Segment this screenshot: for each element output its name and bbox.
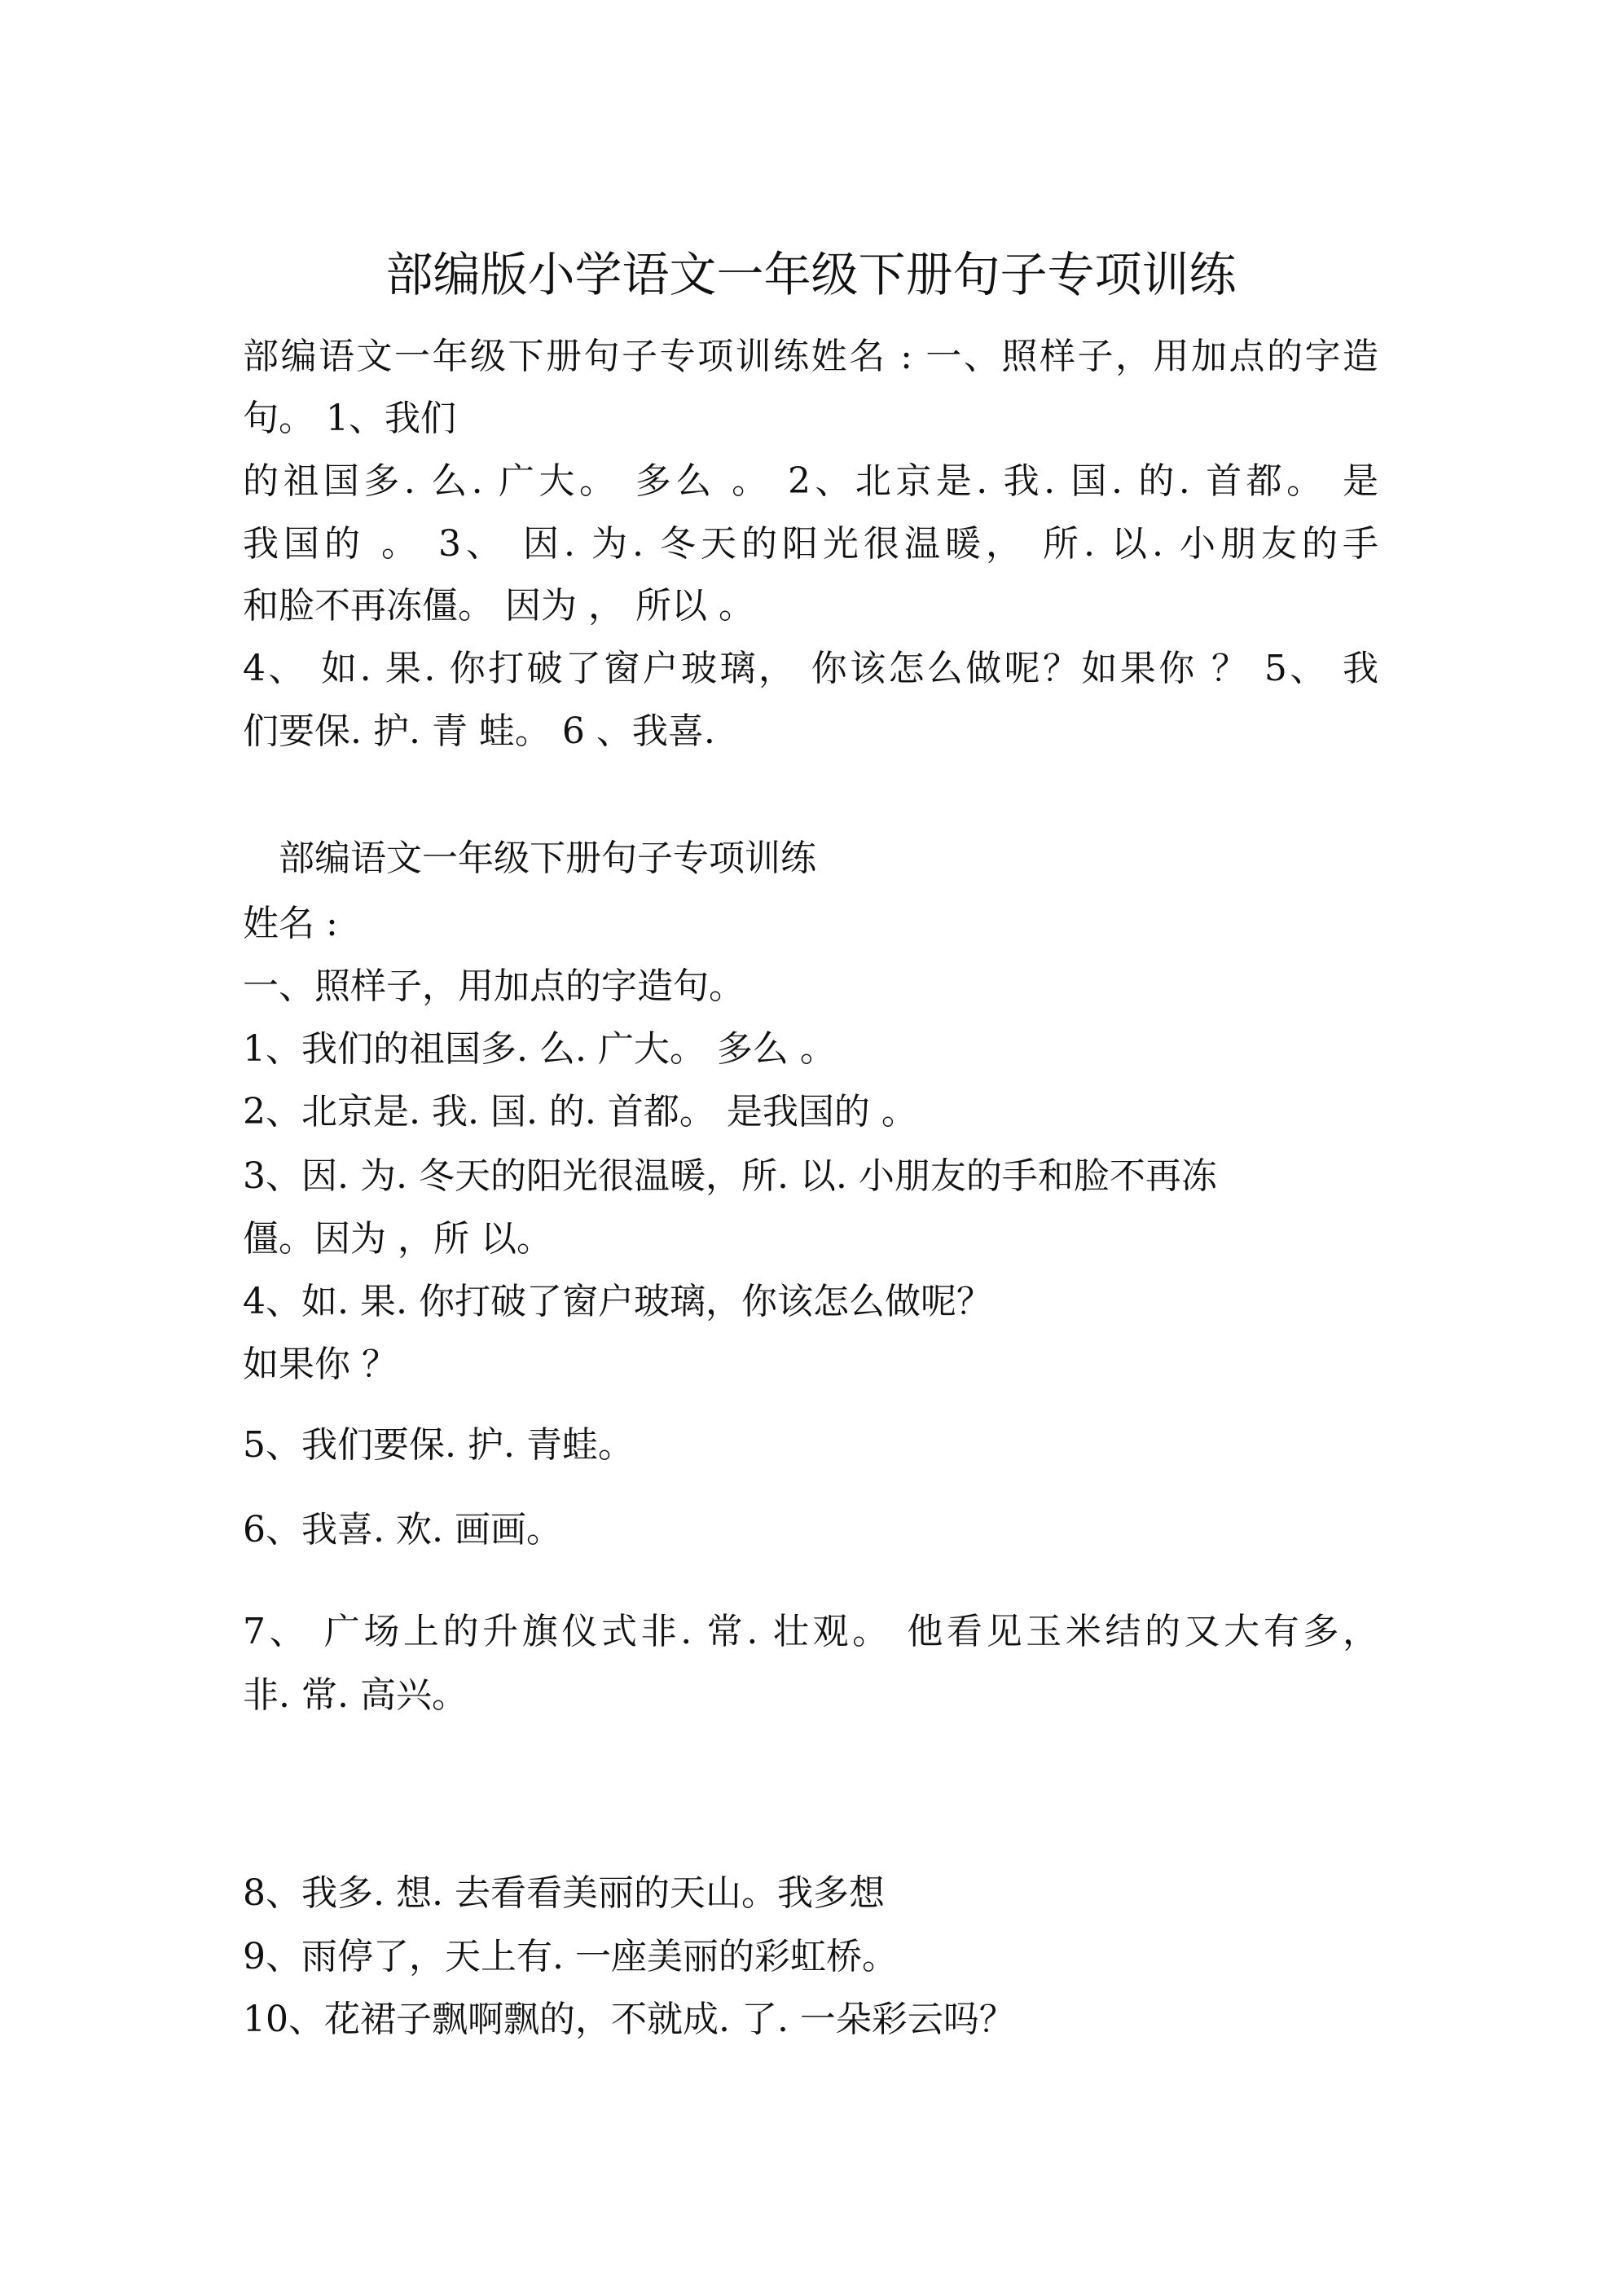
exercise-item: 2、北京是. 我. 国. 的. 首都。 是我国的 。 (243, 1091, 917, 1133)
exercise-item: 9、雨停了，天上有. 一座美丽的彩虹桥。 (243, 1936, 898, 1977)
exercise-item: 1、我们的祖国多. 么. 广大。 多么 。 (243, 1028, 836, 1070)
exercise-item: 4、如. 果. 你打破了窗户玻璃，你该怎么做呢？ (243, 1281, 992, 1322)
summary-line: 句。 1、我们 (243, 398, 456, 439)
exercise-item: 8、我多. 想. 去看看美丽的天山。我多想 (243, 1872, 885, 1914)
worksheet-heading: 部编语文一年级下册句子专项训练 (279, 838, 816, 879)
summary-line: 和脸不再冻僵。 因为 ， 所以 。 (243, 585, 754, 627)
exercise-item: 6、我喜. 欢. 画画。 (243, 1509, 562, 1550)
exercise-item: 10、花裙子飘啊飘的，不就成. 了. 一朵彩云吗？ (243, 1999, 1015, 2040)
summary-line: 4、 如. 果. 你打破了窗户玻璃， 你该怎么做呢？如果你 ？ 5、 我 (243, 648, 1378, 689)
page-title: 部编版小学语文一年级下册句子专项训练 (385, 247, 1237, 302)
name-label: 姓名 : (243, 903, 338, 944)
instruction: 一、照样子，用加点的字造句。 (243, 965, 745, 1007)
exercise-item: 7、 广场上的升旗仪式非. 常. 壮观。 他看见玉米结的又大有多， (243, 1611, 1378, 1652)
summary-line: 我国的 。 3、 因. 为. 冬天的阳光很温暖， 所. 以. 小朋友的手 (243, 523, 1378, 565)
exercise-item: 僵。因为 ，所 以。 (243, 1218, 552, 1260)
exercise-item: 5、我们要保. 护. 青蛙。 (243, 1424, 634, 1466)
summary-line: 部编语文一年级下册句子专项训练姓名 : 一、照样子，用加点的字造 (243, 336, 1378, 377)
exercise-item: 非. 常. 高兴。 (243, 1674, 468, 1716)
summary-line: 的祖国多. 么. 广大。 多么 。 2、北京是. 我. 国. 的. 首都。 是 (243, 460, 1378, 502)
summary-line: 们要保. 护. 青 蛙。 6 、我喜. (243, 710, 715, 752)
exercise-item: 3、因. 为. 冬天的阳光很温暖，所. 以. 小朋友的手和脸不再冻 (243, 1155, 1217, 1197)
exercise-item: 如果你 ？ (243, 1344, 398, 1385)
